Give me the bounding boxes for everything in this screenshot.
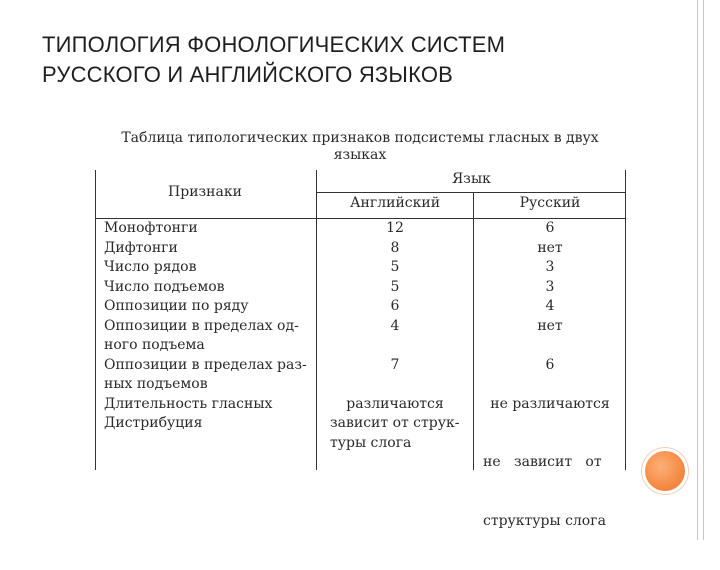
row-feature: Оппозиции по ряду — [104, 298, 249, 314]
table-header-rule — [316, 192, 625, 193]
row-feature: Оппозиции в пределах раз- ных подъемов — [104, 356, 307, 392]
row-russian: не различаются — [490, 395, 610, 412]
table-caption-line-2: языках — [333, 147, 387, 163]
row-feature: Оппозиции в пределах од- ного подъема — [104, 317, 299, 353]
row-english: 7 — [390, 356, 400, 373]
slide-title — [42, 30, 642, 90]
row-english: 6 — [390, 298, 400, 314]
row-russian: не зависит от структуры слога — [483, 454, 606, 529]
slide-title-line-2: РУССКОГО И АНГЛИЙСКОГО ЯЗЫКОВ — [42, 62, 454, 87]
row-russian: нет — [537, 317, 563, 334]
row-russian: 3 — [545, 278, 555, 295]
frame-line-left — [697, 0, 698, 540]
row-russian: 6 — [545, 356, 555, 373]
table-border-left — [95, 170, 96, 470]
row-russian: 4 — [545, 298, 555, 314]
table-caption-line-1: Таблица типологических признаков подсистемы гласных в двух — [121, 130, 599, 146]
header-russian: Русский — [519, 195, 581, 211]
table-divider-feature — [316, 170, 317, 470]
table-divider-language — [473, 192, 474, 470]
row-feature: Длительность гласных — [104, 395, 273, 412]
table-caption — [100, 130, 620, 164]
row-english: 12 — [386, 220, 404, 236]
row-english: зависит от струк- туры слога — [330, 415, 460, 451]
row-feature: Дифтонги — [104, 239, 178, 256]
header-english: Английский — [349, 195, 441, 211]
row-english: 4 — [390, 317, 400, 334]
row-russian: нет — [537, 239, 563, 256]
row-english: 5 — [390, 278, 400, 295]
header-feature: Признаки — [168, 184, 242, 200]
accent-circle — [645, 451, 685, 491]
row-russian: 3 — [545, 259, 555, 275]
row-russian: 6 — [545, 220, 555, 236]
row-english: различаются — [346, 395, 444, 412]
row-english: 5 — [390, 259, 400, 275]
row-feature: Монофтонги — [104, 220, 198, 236]
row-feature: Число рядов — [104, 259, 197, 275]
row-feature: Число подъемов — [104, 278, 225, 295]
slide-title-line-1: ТИПОЛОГИЯ ФОНОЛОГИЧЕСКИХ СИСТЕМ — [42, 32, 506, 57]
row-english: 8 — [390, 239, 400, 256]
row-feature: Дистрибуция — [104, 415, 203, 431]
table-border-right — [625, 170, 626, 470]
header-language: Язык — [452, 171, 491, 187]
frame-line-right — [703, 0, 704, 540]
